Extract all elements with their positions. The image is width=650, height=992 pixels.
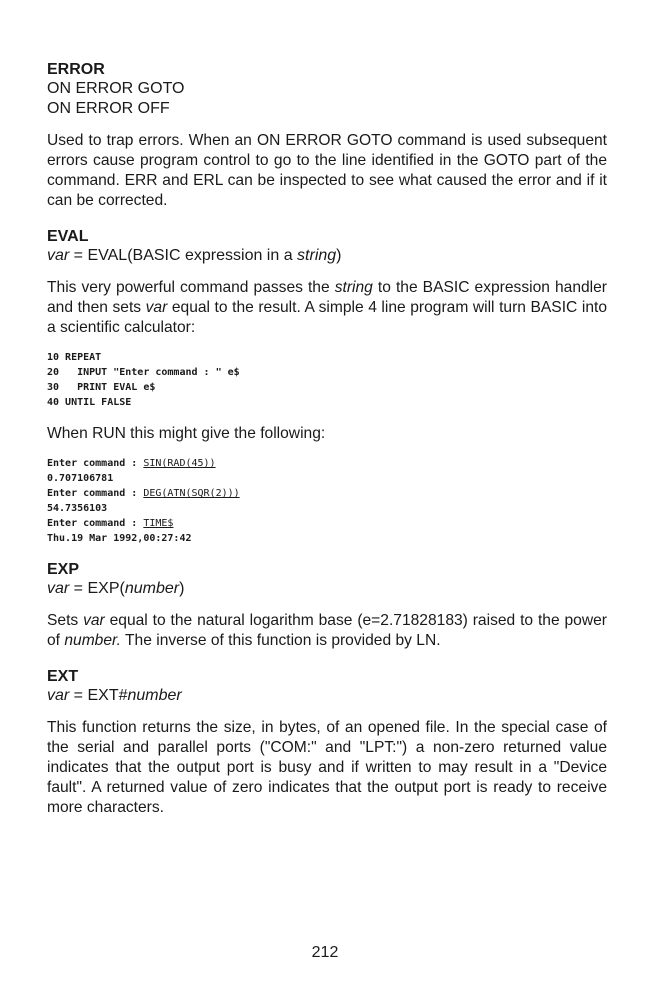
description-text: equal to the natural logarithm base (e=2.71828183) raised to the power of (47, 612, 607, 649)
keyword-heading: EXT (47, 668, 79, 685)
code-line: 40 UNTIL FALSE (47, 397, 132, 408)
description-emphasis: number. (64, 632, 121, 649)
entry-ext (47, 667, 607, 818)
program-listing (47, 350, 607, 410)
output-result: Thu.19 Mar 1992,00:27:42 (47, 533, 192, 544)
output-prompt: Enter command : (47, 458, 144, 469)
output-result: 54.7356103 (47, 503, 108, 514)
keyword-heading: EXP (47, 561, 80, 578)
typed-input: DEG(ATN(SQR(2))) (143, 488, 240, 499)
description: This function returns the size, in bytes, of an opened file. In the special case of the serial and parallel ports ("COM:" and "LPT:") a non-zero returned value indicates that the output port is busy and if written to may result in a "Device fault". A returned value of zero indicates that the output port is ready to receive more characters. (47, 719, 607, 816)
entry-error (47, 60, 607, 211)
syntax-text: ) (179, 580, 185, 597)
code-line: 20 INPUT "Enter command : " e$ (47, 367, 240, 378)
description-text: Sets (47, 612, 84, 629)
code-line: 10 REPEAT (47, 352, 102, 363)
code-line: 30 PRINT EVAL e$ (47, 382, 156, 393)
description-text: The inverse of this function is provided by LN. (120, 632, 441, 649)
syntax-arg: number (127, 687, 182, 704)
syntax-var: var (47, 247, 70, 264)
output-prompt: Enter command : (47, 488, 144, 499)
entry-eval (47, 227, 607, 546)
output-result: 0.707106781 (47, 473, 114, 484)
keyword-heading: ERROR (47, 61, 105, 78)
entry-exp (47, 560, 607, 651)
description-text: to the BASIC expression handler and then sets (47, 279, 607, 316)
syntax-line (47, 579, 607, 599)
output-line (47, 531, 607, 546)
description: Used to trap errors. When an ON ERROR GOTO command is used subsequent errors cause program control to go to the line identified in the GOTO part of the command. ERR and ERL can be inspected to see what caused the error and if it can be corrected. (47, 132, 607, 209)
description: When RUN this might give the following: (47, 425, 326, 442)
output-line (47, 516, 607, 531)
syntax-line: ON ERROR GOTO (47, 80, 185, 97)
description (47, 611, 607, 651)
syntax-text: = EXP( (69, 580, 125, 597)
syntax-line (47, 246, 607, 266)
page-number: 212 (311, 944, 339, 961)
syntax-arg: number (124, 580, 180, 597)
syntax-line (47, 686, 607, 706)
typed-input: TIME$ (143, 518, 174, 529)
syntax-text: ) (336, 247, 342, 264)
output-prompt: Enter command : (47, 518, 144, 529)
description-emphasis: string (334, 279, 373, 296)
syntax-line: ON ERROR OFF (47, 100, 170, 117)
run-output (47, 456, 607, 546)
output-line (47, 471, 607, 486)
description-text: This very powerful command passes the (47, 279, 335, 296)
syntax-arg: string (297, 247, 337, 264)
syntax-var: var (47, 687, 70, 704)
keyword-heading: EVAL (47, 228, 89, 245)
syntax-var: var (47, 580, 70, 597)
description-text: equal to the result. A simple 4 line program will turn BASIC into a scientific calculator: (47, 299, 607, 336)
manual-page (47, 60, 607, 818)
syntax-text: = EVAL(BASIC expression in a (69, 247, 298, 264)
description (47, 278, 607, 338)
output-line (47, 486, 607, 501)
syntax-text: = EXT# (69, 687, 128, 704)
output-line (47, 501, 607, 516)
typed-input: SIN(RAD(45)) (143, 458, 216, 469)
description-emphasis: var (145, 299, 168, 316)
output-line (47, 456, 607, 471)
description-emphasis: var (83, 612, 105, 629)
